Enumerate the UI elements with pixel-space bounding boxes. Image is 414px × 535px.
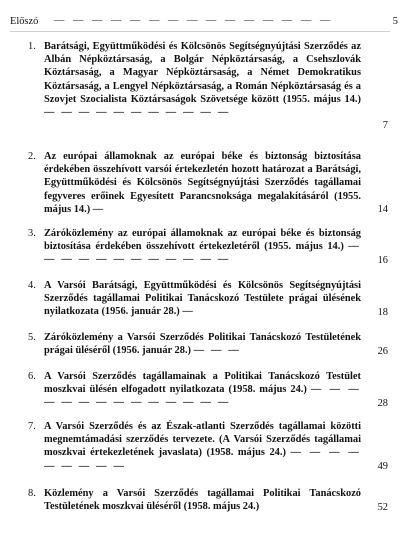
- entry-title: [44, 227, 361, 267]
- entry-title: [44, 331, 361, 357]
- entry-title: [44, 150, 361, 216]
- divider: [10, 31, 390, 32]
- entry-title-text: A Varsói Szerződés és az Észak-atlanti Szerződés tagállamai közötti megnemtámadási szerződés tervezete. (A Varsói Szerződés tagállamai moszkvai értekezletének javaslata) (1958. május 24.): [44, 421, 361, 459]
- entry-title: [44, 40, 361, 119]
- entry-number: 2.: [28, 151, 36, 162]
- leader-dashes: — — —: [193, 345, 241, 357]
- page-number: 16: [377, 255, 388, 266]
- entry-title: [44, 370, 361, 410]
- leader-dashes: — — — — — — — — — — — — — —: [44, 384, 361, 409]
- toc-preface-row: [10, 15, 398, 29]
- entry-title-text: Záróközlemény a Varsói Szerződés Politikai Tanácskozó Testületének prágai üléséről (1956. január 28.): [44, 332, 361, 357]
- entry-title: [44, 420, 361, 473]
- entry-title: [44, 279, 361, 319]
- entry-title-text: Az európai államoknak az európai béke és biztonság biztosítása érdekében összehívott varsói értekezletén hozott határozat a Barátsági, Együttműködési és Kölcsönös Segítségnyújtási Szerződés tagállamai fegyveres erőinek Egyesített Parancsnoksága megalakításáról (1955. május 14.): [44, 151, 361, 215]
- entry-number: 3.: [28, 228, 36, 239]
- leader-dashes: —: [182, 306, 195, 318]
- leader-dashes: — — — — — — — — — — —: [44, 107, 231, 119]
- leader-dashes: — — — — — — — — — — — — — — —: [54, 15, 334, 26]
- page-number: 26: [377, 346, 388, 357]
- page-number: 49: [377, 461, 388, 472]
- entry-number: 4.: [28, 280, 36, 291]
- entry-title-text: Közlemény a Varsói Szerződés tagállamai Politikai Tanácskozó Testületének moszkvai üléséről (1958. május 24.): [44, 488, 361, 513]
- entry-title-text: Záróközlemény az európai államoknak az európai béke és biztonság biztosítása érdekében összehívott értekezletéről (1955. május 14.): [44, 228, 361, 253]
- leader-dashes: — — — — — — — — —: [44, 447, 361, 472]
- entry-title-text: Barátsági, Együttműködési és Kölcsönös Segítségnyújtási Szerződés az Albán Népköztársaság, a Bolgár Népköztársaság, a Csehszlovák Köztársaság, a Magyar Népköztársaság, a Német Demokratikus Köztársaság, a Lengyel Népköztársaság, a Román Népköztársaság és a Szovjet Szocialista Köztársaságok Szövetsége között (1955. május 14.): [44, 41, 361, 105]
- entry-title-text: A Varsói Barátsági, Együttműködési és Kölcsönös Segítségnyújtási Szerződés tagállamai Politikai Tanácskozó Testülete prágai ülésének nyilatkozata (1956. január 28.): [44, 280, 361, 318]
- page-number: 14: [377, 204, 388, 215]
- entry-title: [44, 487, 361, 513]
- preface-label: Előszó: [10, 16, 39, 27]
- leader-dashes: —: [92, 203, 106, 215]
- entry-number: 8.: [28, 488, 36, 499]
- page-number: 18: [377, 307, 388, 318]
- page-number: 28: [377, 398, 388, 409]
- page-number: 52: [377, 502, 388, 513]
- entry-number: 1.: [28, 41, 36, 52]
- leader-dashes: — — — — — — — — — — — —: [44, 241, 361, 266]
- page-number: 5: [392, 16, 398, 27]
- entry-number: 7.: [28, 421, 36, 432]
- entry-number: 5.: [28, 332, 36, 343]
- entry-number: 6.: [28, 371, 36, 382]
- entry-title-text: A Varsói Szerződés tagállamainak a Politikai Tanácskozó Testület moszkvai ülésén elfogadott nyilatkozata (1958. május 24.): [44, 371, 361, 396]
- page-number: 7: [382, 120, 388, 131]
